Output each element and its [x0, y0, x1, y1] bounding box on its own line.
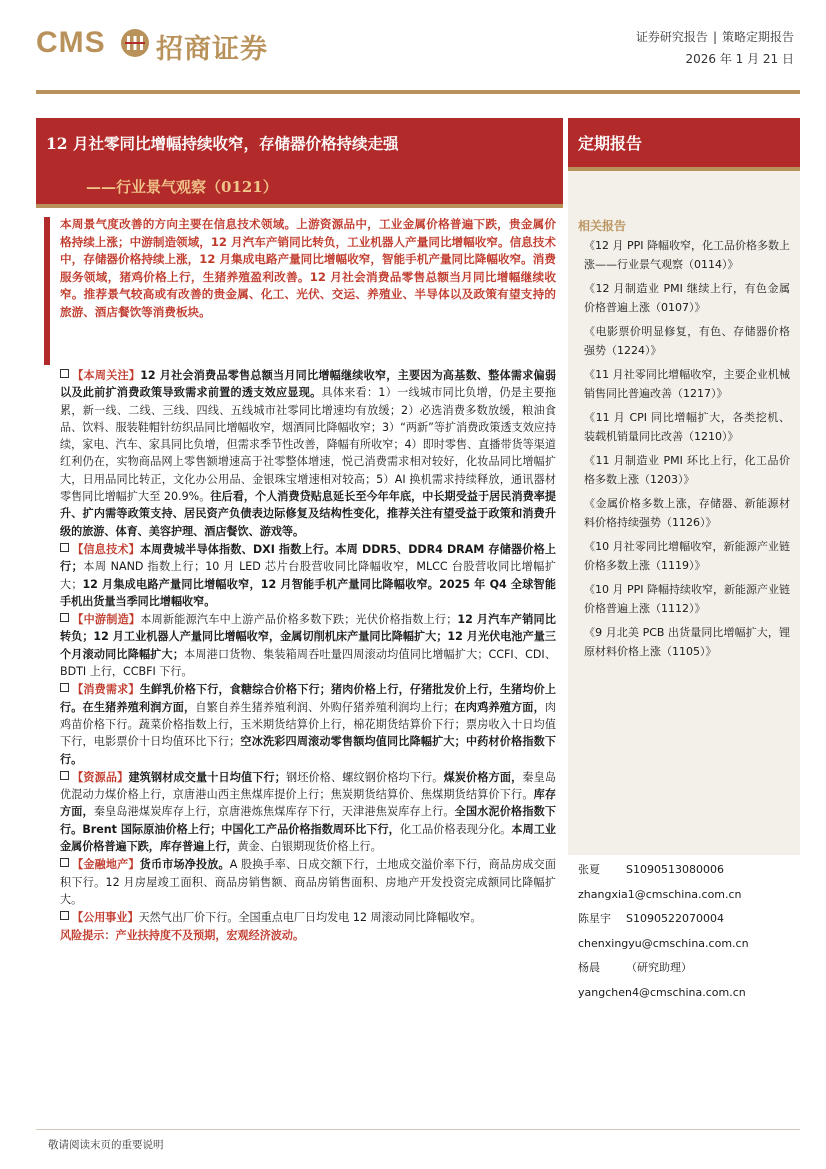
- side-title-banner: [568, 118, 800, 171]
- intro-accent-bar: [44, 217, 50, 365]
- header-divider: [36, 90, 800, 94]
- page-title: 12 月社零同比增幅持续收窄，存储器价格持续走强: [46, 134, 399, 153]
- bullet-tag: 【公用事业】: [72, 911, 139, 925]
- bullet-bold-text: 往后看，个人消费贷贴息延长至今年年底，中长期受益于居民消费率提升、扩内需等政策支持、居民资产负债表边际修复及结构性变化，推荐关注有望受益于政策和消费升级的旅游、体育、美容护理、酒店餐饮、游戏等。: [60, 490, 556, 538]
- report-date: 2026 年 1 月 21 日: [685, 52, 794, 66]
- bullet-bold-text: 本周费城半导体指数、DXI 指数上行。本周 DDR5、DDR4 DRAM 存储器价格上行；: [60, 542, 556, 574]
- bullet-text: 自繁自养生猪养殖利润、外购仔猪养殖利润均上行；: [195, 700, 455, 714]
- bullet-bold-text: 生鲜乳价格下行，食糖综合价格下行；猪肉价格上行，仔猪批发价上行，生猪均价上行。在生猪养殖利润方面，: [60, 683, 556, 714]
- meta-separator: |: [712, 30, 717, 44]
- related-report-link[interactable]: 《电影票价明显修复，有色、存储器价格强势（1224）》: [584, 325, 790, 357]
- bullet-bold-text: 在肉鸡养殖方面，: [454, 700, 545, 714]
- bullet-text: 秦皇岛港煤炭库存上行，京唐港炼焦煤库存下行，天津港焦炭库存上行。: [93, 805, 455, 819]
- bullet-tag: 【资源品】: [72, 770, 129, 784]
- analyst-row: [578, 907, 749, 932]
- bullet-tag: 【中游制造】: [72, 613, 141, 627]
- bullet-tag: 【金融地产】: [72, 858, 140, 872]
- analyst-row: [578, 858, 749, 883]
- related-report-link[interactable]: 《10 月 PPI 降幅持续收窄，新能源产业链价格普遍上涨（1112）》: [584, 583, 790, 615]
- related-report-link[interactable]: 《12 月制造业 PMI 继续上行，有色金属价格普遍上涨（0107）》: [584, 282, 790, 314]
- bullet-bold-text: 货币市场净投放。: [139, 858, 230, 872]
- analyst-name: 张夏: [578, 863, 600, 876]
- bullet-bold-text: 12 月集成电路产量同比增幅收窄，12 月智能手机产量同比降幅收窄。2025 年 Q4 全球智能手机出货量当季同比增幅收窄。: [60, 577, 556, 608]
- bullet-text: 天然气出厂价下行。全国重点电厂日均发电 12 周滚动同比降幅收窄。: [138, 911, 482, 925]
- related-report-link[interactable]: 《金属价格多数上涨，存储器、新能源材料价格持续强势（1126）》: [584, 497, 790, 529]
- analyst-email[interactable]: zhangxia1@cmschina.com.cn: [578, 887, 742, 901]
- bullet-resources: [60, 769, 556, 855]
- analyst-contacts: [578, 858, 749, 1005]
- related-report-link[interactable]: 《11 月制造业 PMI 环比上行，化工品价格多数上涨（1203）》: [584, 454, 790, 486]
- analyst-email[interactable]: chenxingyu@cmschina.com.cn: [578, 936, 749, 950]
- logo-text-cn: 招商证券: [156, 34, 268, 65]
- bullet-text: A 股换手率、日成交额下行，土地成交溢价率下行，商品房成交面积下行。12 月房屋竣工面积、商品房销售额、商品房销售面积、房地产开发投资完成额同比降幅扩大。: [60, 858, 556, 906]
- risk-warning: 风险提示：产业扶持度不及预期，宏观经济波动。: [60, 928, 305, 942]
- report-meta: [636, 26, 794, 70]
- footer-divider: [36, 1129, 800, 1130]
- checkbox-bullet-icon: [60, 771, 69, 780]
- checkbox-bullet-icon: [60, 911, 69, 920]
- bullet-text: 本周新能源汽车中上游产品价格多数下跌；光伏价格指数上行；: [140, 613, 458, 627]
- related-reports-heading: 相关报告: [578, 219, 627, 233]
- report-category: 策略定期报告: [721, 30, 794, 44]
- bullet-tag: 【消费需求】: [72, 683, 140, 697]
- cms-logo: [36, 22, 286, 64]
- related-reports-list: [584, 236, 790, 666]
- bullet-text: 具体来看：1）一线城市同比负增，仍是主要拖累，新一线、二线、三线、四线、五线城市社零同比增速均有放缓；2）必选消费多数放缓，粮油食品、饮料、服装鞋帽针纺织品同比增幅收窄，烟酒同比降幅收窄；3）“两新”等扩消费政策透支效应持续，家电、汽车、家具同比负增，但需求季节性改善，降幅有所收窄；4）即时零售、直播带货等渠道红利仍在，实物商品网上零售额增速高于社零整体增速，悦己消费需求相对较好，化妆品同比增幅扩大，日用品同比转正，文化办公用品、金银珠宝增速相对较高；5）AI 换机需求持续释放，通讯器材零售同比增幅扩大至 20.9%。: [60, 386, 556, 504]
- bullet-text: 秦皇岛优混动力煤价格上行，京唐港山西主焦煤库提价上行；焦炭期货结算价、焦煤期货结算价下行。: [60, 770, 556, 802]
- bullet-text: 本周港口货物、集装箱周吞吐量四周滚动均值同比增幅扩大；CCFI、CDI、BDTI 上行，CCBFI 下行。: [60, 647, 556, 679]
- bullet-consumer: [60, 681, 556, 767]
- bullet-bold-text: 煤炭价格方面，: [443, 770, 523, 784]
- analyst-name: 陈星宇: [578, 912, 611, 925]
- bullet-text: 钢坯价格、螺纹钢价格均下行。: [285, 770, 444, 784]
- related-report-link[interactable]: 《12 月 PPI 降幅收窄，化工品价格多数上涨——行业景气观察（0114）》: [584, 239, 790, 271]
- bullet-text: 化工品价格表现分化。: [399, 822, 512, 836]
- checkbox-bullet-icon: [60, 543, 69, 552]
- bullet-bold-text: 12 月社会消费品零售总额当月同比增幅继续收窄，主要因为高基数、整体需求偏弱以及此前扩消费政策导致需求前置的透支效应显现。: [60, 369, 556, 400]
- analyst-id: S1090513080006: [626, 863, 724, 876]
- analyst-email[interactable]: yangchen4@cmschina.com.cn: [578, 985, 746, 999]
- checkbox-bullet-icon: [60, 858, 69, 867]
- footer-note: 敬请阅读末页的重要说明: [48, 1139, 164, 1151]
- related-report-link[interactable]: 《11 月 CPI 同比增幅扩大，各类挖机、装载机销量同比改善（1210）》: [584, 411, 790, 443]
- bullet-bold-text: 建筑钢材成交量十日均值下行；: [128, 770, 286, 784]
- bullet-text: 本周 NAND 指数上行；10 月 LED 芯片台股营收同比降幅收窄，MLCC 台股营收同比增幅扩大；: [60, 560, 556, 591]
- bullet-tag: 【信息技术】: [72, 542, 140, 556]
- analyst-name: 杨晨: [578, 961, 600, 974]
- analyst-id: （研究助理）: [626, 961, 692, 974]
- bullet-bold-text: 空冰洗彩四周滚动零售额均值同比降幅扩大；中药材价格指数下行。: [60, 735, 556, 766]
- related-report-link[interactable]: 《10 月社零同比增幅收窄，新能源产业链价格多数上涨（1119）》: [584, 540, 790, 572]
- bullet-info-tech: [60, 541, 556, 610]
- bullet-tag: 【本周关注】: [72, 369, 141, 382]
- checkbox-bullet-icon: [60, 369, 69, 378]
- bullet-text: 肉鸡苗价格下行。蔬菜价格指数上行，玉米期货结算价上行，棉花期货结算价下行；票房收入十日均值下行，电影票价十日均值环比下行；: [60, 700, 556, 749]
- logo-text-en: CMS: [36, 26, 106, 59]
- bullet-text: 黄金、白银期现货价格上行。: [237, 840, 382, 854]
- related-report-link[interactable]: 《11 月社零同比增幅收窄，主要企业机械销售同比普遍改善（1217）》: [584, 368, 790, 400]
- side-title: 定期报告: [578, 134, 643, 153]
- analyst-id: S1090522070004: [626, 912, 724, 925]
- bullet-bold-text: 全国水泥价格指数下行。Brent 国际原油价格上行；中国化工产品价格指数周环比下行，: [60, 805, 556, 836]
- bullet-utilities: [60, 909, 556, 944]
- checkbox-bullet-icon: [60, 613, 69, 622]
- bullet-finance-realestate: [60, 856, 556, 908]
- bullet-bold-text: 本周工业金属价格普遍下跌，库存普遍上行，: [60, 822, 556, 854]
- bullet-bold-text: 12 月汽车产销同比转负；12 月工业机器人产量同比增幅收窄，金属切削机床产量同比降幅扩大；12 月光伏电池产量三个月滚动同比降幅扩大；: [60, 613, 556, 661]
- report-type: 证券研究报告: [635, 30, 708, 44]
- intro-summary: 本周景气度改善的方向主要在信息技术领域。上游资源品中，工业金属价格普遍下跌，贵金属价格持续上涨；中游制造领域，12 月汽车产销同比转负，工业机器人产量同比增幅收窄。信息技术中，存储器价格持续上涨，12 月集成电路产量同比增幅收窄，智能手机产量同比降幅收窄。消费服务领域，猪鸡价格上行，生猪养殖盈利改善。12 月社会消费品零售总额当月同比增幅继续收窄。推荐景气较高或有改善的贵金属、化工、光伏、交运、养殖业、半导体以及政策有望支持的旅游、酒店餐饮等消费板块。: [60, 217, 556, 319]
- checkbox-bullet-icon: [60, 683, 69, 692]
- analyst-row: [578, 956, 749, 981]
- bullet-midstream: [60, 611, 556, 680]
- bullet-weekly-focus: [60, 367, 556, 540]
- logo-mark-icon: [118, 27, 152, 59]
- page-subtitle: ——行业景气观察（0121）: [86, 178, 278, 196]
- bullet-bold-text: 库存方面，: [60, 788, 556, 819]
- bullet-list: [60, 367, 556, 945]
- title-banner: [36, 118, 563, 208]
- related-report-link[interactable]: 《9 月北美 PCB 出货量同比增幅扩大，锂原材料价格上涨（1105）》: [584, 626, 790, 658]
